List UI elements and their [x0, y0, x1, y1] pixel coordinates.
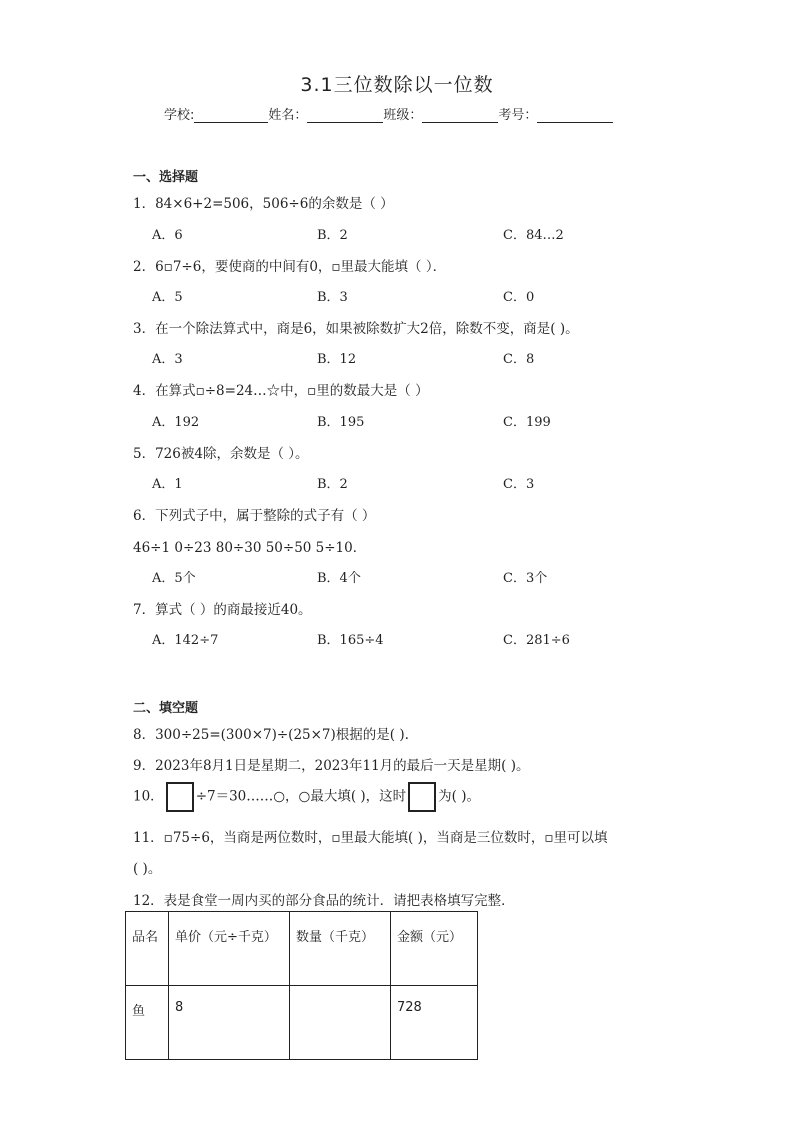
class-blank[interactable] [422, 108, 498, 123]
question-10-middle: ÷7＝30……○，○最大填( )，这时 [195, 788, 407, 805]
table-cell: 728 [391, 986, 478, 1060]
header-cell: 单价（元÷千克） [169, 912, 290, 986]
option-b[interactable]: B．195 [317, 415, 365, 430]
number-label: 考号： [498, 108, 538, 123]
question-5: 5．726被4除，余数是（ ）。 [133, 446, 309, 462]
option-a[interactable]: A．192 [152, 415, 200, 430]
option-c[interactable]: C．84…2 [503, 228, 564, 243]
option-b[interactable]: B．12 [317, 352, 357, 367]
option-b[interactable]: B．2 [317, 228, 348, 243]
option-a[interactable]: A．1 [152, 477, 183, 492]
section-choice-heading: 一、选择题 [133, 170, 199, 185]
table-cell-blank[interactable] [290, 986, 391, 1060]
option-c[interactable]: C．0 [503, 290, 535, 305]
question-11: 11．▫75÷6，当商是两位数时，▫里最大能填( )，当商是三位数时，▫里可以填 [133, 830, 608, 846]
question-7: 7．算式（ ）的商最接近40。 [133, 602, 312, 618]
option-b[interactable]: B．4个 [317, 571, 361, 586]
number-blank[interactable] [537, 108, 613, 123]
question-11-continued: ( )。 [133, 861, 162, 877]
option-c[interactable]: C．281÷6 [503, 633, 570, 648]
food-purchase-table [125, 911, 478, 1060]
question-2: 2．6▫7÷6，要使商的中间有0，▫里最大能填（ ）． [133, 259, 447, 275]
question-6: 6．下列式子中，属于整除的式子有（ ） [133, 508, 376, 524]
question-8: 8．300÷25=(300×7)÷(25×7)根据的是( ). [133, 727, 409, 743]
question-4: 4．在算式▫÷8=24…☆中，▫里的数最大是（ ） [133, 383, 429, 399]
table-cell: 鱼 [126, 986, 169, 1060]
table-row [126, 986, 478, 1060]
header-cell: 数量（千克） [290, 912, 391, 986]
header-cell: 金额（元） [391, 912, 478, 986]
option-a[interactable]: A．5 [152, 290, 183, 305]
option-b[interactable]: B．2 [317, 477, 348, 492]
option-b[interactable]: B．165÷4 [317, 633, 384, 648]
option-c[interactable]: C．8 [503, 352, 535, 367]
page-title: 3.1三位数除以一位数 [300, 74, 494, 96]
section-fill-heading: 二、填空题 [133, 701, 199, 716]
header-cell: 品名 [126, 912, 169, 986]
option-c[interactable]: C．3 [503, 477, 535, 492]
question-6-expressions: 46÷1 0÷23 80÷30 50÷50 5÷10． [133, 540, 367, 556]
answer-box[interactable] [166, 782, 194, 812]
option-a[interactable]: A．3 [152, 352, 183, 367]
option-a[interactable]: A．142÷7 [152, 633, 219, 648]
question-12: 12．表是食堂一周内买的部分食品的统计．请把表格填写完整． [133, 893, 515, 909]
school-label: 学校: [164, 108, 195, 123]
school-blank[interactable] [194, 108, 268, 123]
name-label: 姓名： [268, 108, 308, 123]
table-cell: 8 [169, 986, 290, 1060]
question-10-end: 为( )。 [438, 788, 480, 805]
answer-box[interactable] [408, 782, 436, 812]
option-b[interactable]: B．3 [317, 290, 348, 305]
question-1: 1．84×6+2=506，506÷6的余数是（ ） [133, 196, 394, 212]
name-blank[interactable] [307, 108, 383, 123]
question-10 [133, 782, 480, 812]
question-3: 3．在一个除法算式中，商是6，如果被除数扩大2倍，除数不变，商是( )。 [133, 321, 579, 337]
student-info-line [164, 104, 613, 123]
option-a[interactable]: A．5个 [152, 571, 196, 586]
option-a[interactable]: A．6 [152, 228, 183, 243]
option-c[interactable]: C．3个 [503, 571, 548, 586]
class-label: 班级： [383, 108, 423, 123]
question-10-number: 10． [133, 788, 164, 805]
question-9: 9．2023年8月1日是星期二，2023年11月的最后一天是星期( )。 [133, 758, 530, 774]
table-header-row [126, 912, 478, 986]
option-c[interactable]: C．199 [503, 415, 551, 430]
